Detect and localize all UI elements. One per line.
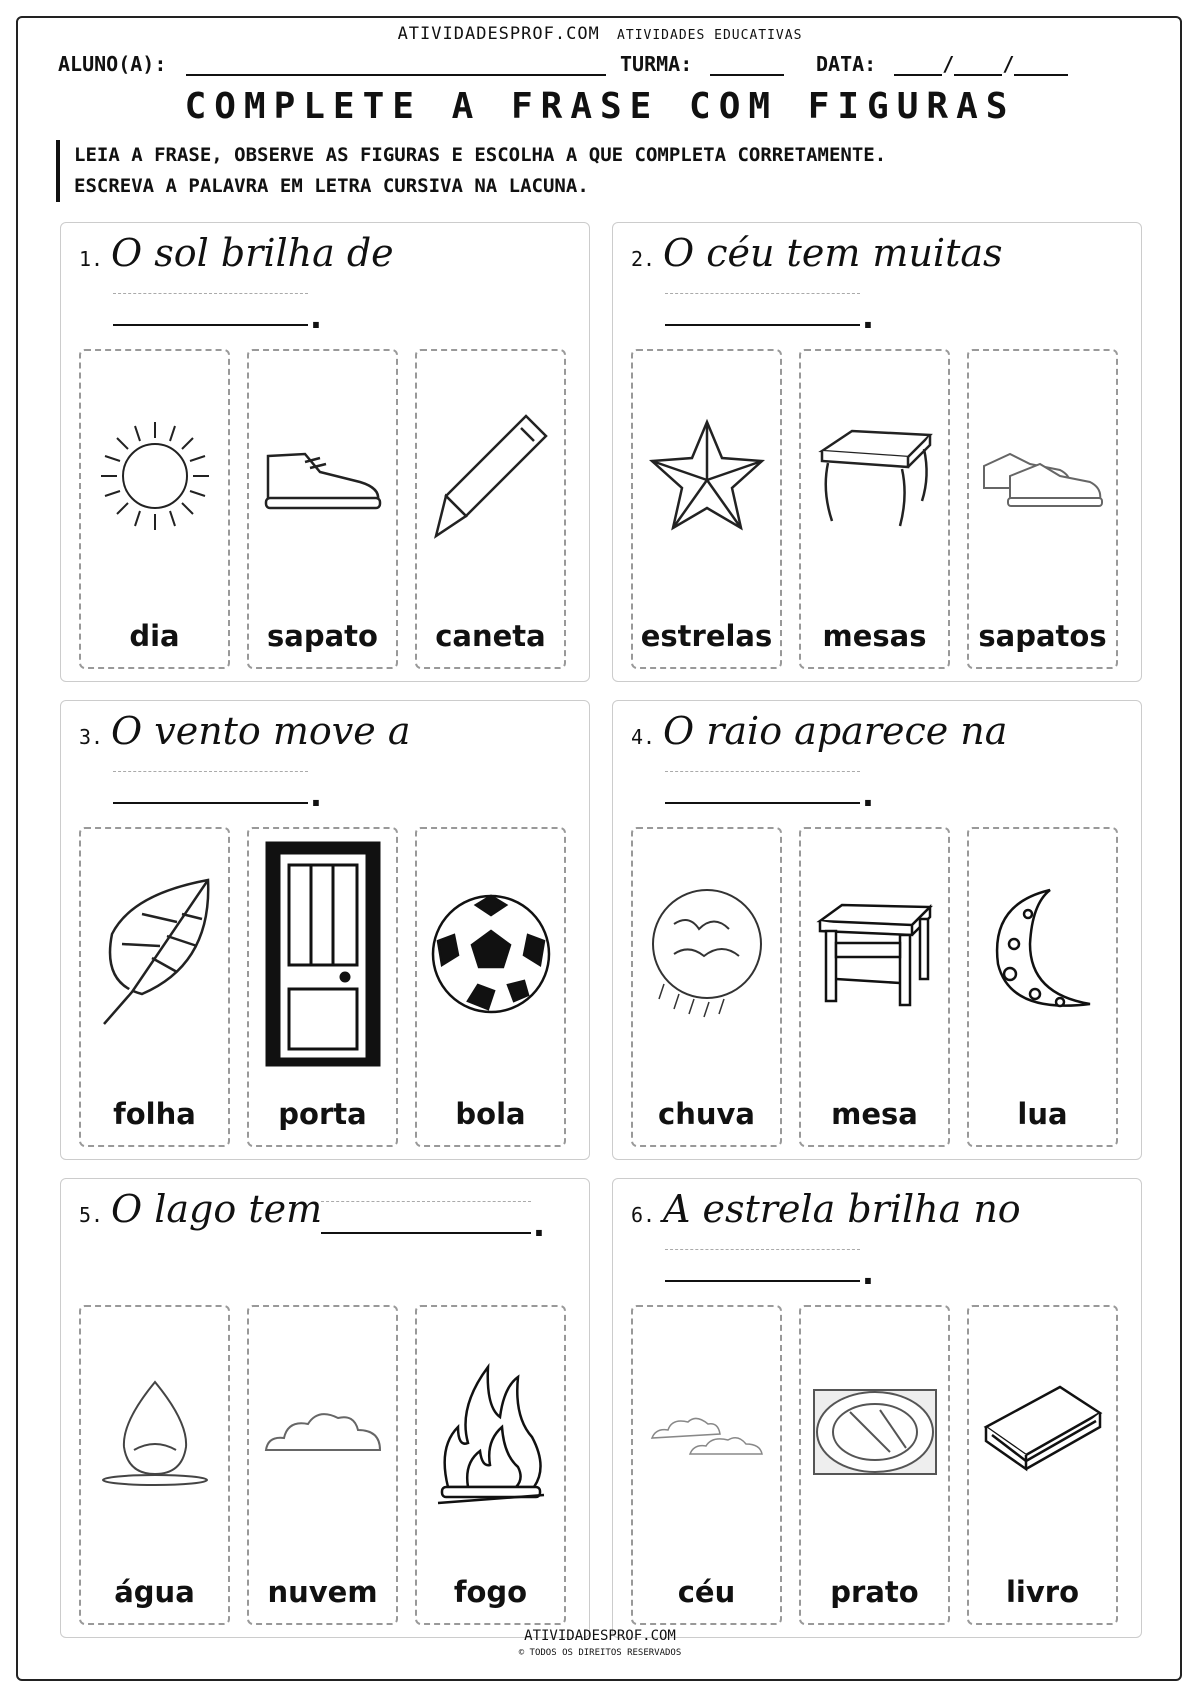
site-subtitle: ATIVIDADES EDUCATIVAS [617,28,803,43]
exercise-card-5 [60,1178,590,1638]
instructions [56,140,1154,202]
date-separator: / [942,52,955,76]
answer-blank[interactable] [113,771,308,804]
option-card[interactable] [967,827,1118,1147]
exercise-number: 2. [631,247,656,271]
date-separator: / [1002,52,1015,76]
aluno-field[interactable] [58,52,606,76]
water-drop-icon [92,1372,218,1492]
option-card[interactable] [247,1305,398,1625]
option-card[interactable] [631,349,782,669]
table-icon [812,421,938,531]
exercise-sentence: O céu tem muitas [663,231,1003,275]
answer-blank[interactable] [665,1249,860,1282]
option-word: dia [129,619,180,653]
option-word: céu [677,1575,736,1609]
student-fields [58,52,1143,82]
option-card[interactable] [415,827,566,1147]
instruction-line: ESCREVA A PALAVRA EM LETRA CURSIVA NA LACUNA. [74,175,589,197]
option-word: chuva [658,1097,755,1131]
option-word: porta [278,1097,367,1131]
option-word: mesas [822,619,927,653]
turma-label: TURMA: [620,52,693,76]
page-title: COMPLETE A FRASE COM FIGURAS [184,86,1016,127]
exercise-sentence: O vento move a [111,709,411,753]
rain-icon [644,884,770,1024]
option-word: água [114,1575,195,1609]
option-word: bola [455,1097,526,1131]
data-label: DATA: [816,52,877,76]
exercise-number: 5. [79,1203,104,1227]
table-icon [812,899,938,1009]
option-word: sapatos [978,619,1107,653]
option-word: lua [1017,1097,1068,1131]
exercise-sentence: O lago tem [111,1187,323,1231]
option-card[interactable] [79,1305,230,1625]
option-card[interactable] [631,827,782,1147]
option-card[interactable] [79,349,230,669]
option-card[interactable] [415,349,566,669]
option-word: fogo [453,1575,528,1609]
option-card[interactable] [247,827,398,1147]
date-year-line[interactable] [1014,56,1068,76]
option-card[interactable] [799,827,950,1147]
footer-rights: © TODOS OS DIREITOS RESERVADOS [518,1648,682,1658]
footer-site: ATIVIDADESPROF.COM [524,1628,676,1644]
option-card[interactable] [247,349,398,669]
exercise-number: 6. [631,1203,656,1227]
page-footer [0,1628,1200,1662]
option-word: estrelas [640,619,773,653]
ball-icon [428,891,554,1017]
exercise-card-6 [612,1178,1142,1638]
site-name: ATIVIDADESPROF.COM [397,24,600,44]
shoes-icon [980,436,1106,516]
option-card[interactable] [967,349,1118,669]
exercise-sentence: O raio aparece na [663,709,1008,753]
answer-blank[interactable] [113,293,308,326]
door-icon [263,839,383,1069]
exercise-number: 4. [631,725,656,749]
instruction-line: LEIA A FRASE, OBSERVE AS FIGURAS E ESCOLHA A QUE COMPLETA CORRETAMENTE. [74,144,887,166]
turma-field[interactable] [620,52,784,76]
site-header [0,24,1200,44]
exercise-card-1 [60,222,590,682]
exercise-number: 3. [79,725,104,749]
moon-icon [980,884,1106,1024]
star-icon [644,416,770,536]
answer-blank[interactable] [665,293,860,326]
aluno-label: ALUNO(A): [58,52,167,76]
leaf-icon [92,874,218,1034]
option-word: mesa [831,1097,918,1131]
exercise-card-4 [612,700,1142,1160]
turma-line[interactable] [710,56,784,76]
sky-icon [642,1402,772,1462]
option-card[interactable] [967,1305,1118,1625]
option-card[interactable] [415,1305,566,1625]
pen-icon [426,406,556,546]
book-icon [980,1377,1106,1487]
option-word: caneta [435,619,546,653]
option-card[interactable] [799,349,950,669]
option-word: folha [113,1097,196,1131]
option-card[interactable] [799,1305,950,1625]
option-card[interactable] [79,827,230,1147]
exercise-card-3 [60,700,590,1160]
option-word: prato [830,1575,919,1609]
option-word: sapato [267,619,378,653]
exercise-sentence: A estrela brilha no [663,1187,1021,1231]
aluno-line[interactable] [186,56,606,76]
data-field[interactable] [816,52,1068,76]
exercise-number: 1. [79,247,104,271]
date-month-line[interactable] [954,56,1002,76]
answer-blank[interactable] [665,771,860,804]
sun-icon [95,416,215,536]
option-word: nuvem [267,1575,378,1609]
fire-icon [428,1347,554,1517]
date-day-line[interactable] [894,56,942,76]
exercise-card-2 [612,222,1142,682]
cloud-icon [258,1402,388,1462]
exercise-sentence: O sol brilha de [111,231,394,275]
answer-blank[interactable] [321,1201,531,1234]
option-card[interactable] [631,1305,782,1625]
option-word: livro [1005,1575,1079,1609]
shoe-icon [260,436,386,516]
plate-icon [810,1382,940,1482]
